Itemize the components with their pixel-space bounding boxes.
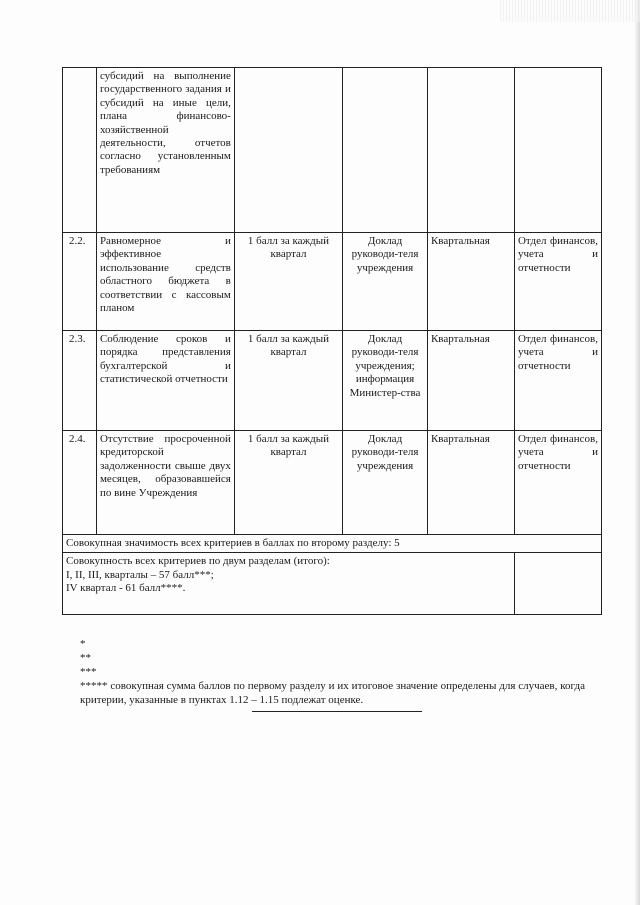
department-cell: Отдел финансов, учета и отчетности bbox=[514, 233, 601, 331]
total-summary-empty-cell bbox=[514, 553, 601, 615]
row-number: 2.3. bbox=[63, 331, 97, 431]
points-cell: 1 балл за каждый квартал bbox=[234, 431, 342, 535]
period-cell bbox=[427, 68, 514, 233]
footnote-3: *** bbox=[80, 666, 97, 678]
total-summary-quarter-4: IV квартал - 61 балл****. bbox=[66, 582, 186, 595]
footnote-5: ***** совокупная сумма баллов по первому разделу и их итоговое значение определены для случаев, когда критерии, указанные в пунктах 1.12 – 1.15 подлежат оценке. bbox=[80, 680, 585, 706]
total-summary-quarters-1-3: I, II, III, кварталы – 57 балл***; bbox=[66, 568, 214, 581]
table-row bbox=[63, 431, 602, 535]
department-cell: Отдел финансов, учета и отчетности bbox=[514, 331, 601, 431]
scan-corner-noise bbox=[500, 0, 640, 22]
source-cell: Доклад руководи-теля учреждения bbox=[343, 431, 428, 535]
points-cell bbox=[234, 68, 342, 233]
section2-summary-text: Совокупная значимость всех критериев в баллах по второму разделу: 5 bbox=[63, 535, 602, 553]
criterion-text: Равномерное и эффективное использование средств областного бюджета в соответствии с кассовым планом bbox=[96, 233, 234, 331]
footnote-1: * bbox=[80, 638, 86, 650]
criterion-text: Соблюдение сроков и порядка представления бухгалтерской и статистической отчетности bbox=[96, 331, 234, 431]
points-cell: 1 балл за каждый квартал bbox=[234, 331, 342, 431]
period-cell: Квартальная bbox=[427, 233, 514, 331]
department-cell bbox=[514, 68, 601, 233]
footnotes-block bbox=[80, 637, 585, 707]
row-number: 2.2. bbox=[63, 233, 97, 331]
table-row bbox=[63, 68, 602, 233]
scan-edge-shadow bbox=[634, 0, 640, 905]
department-cell: Отдел финансов, учета и отчетности bbox=[514, 431, 601, 535]
section-summary-row bbox=[63, 535, 602, 553]
criterion-text: Отсутствие просроченной кредиторской задолженности свыше двух месяцев, образовавшейся по вине Учреждения bbox=[96, 431, 234, 535]
footnote-2: ** bbox=[80, 652, 91, 664]
period-cell: Квартальная bbox=[427, 331, 514, 431]
source-cell: Доклад руководи-теля учреждения bbox=[343, 233, 428, 331]
total-summary-row bbox=[63, 553, 602, 615]
row-number bbox=[63, 68, 97, 233]
total-summary-cell bbox=[63, 553, 515, 615]
source-cell: Доклад руководи-теля учреждения; информация Министер-ства bbox=[343, 331, 428, 431]
table-row bbox=[63, 233, 602, 331]
criterion-text: субсидий на выполнение государственного задания и субсидий на иные цели, плана финансово-хозяйственной деятельности, отчетов согласно установленным требованиям bbox=[96, 68, 234, 233]
period-cell: Квартальная bbox=[427, 431, 514, 535]
row-number: 2.4. bbox=[63, 431, 97, 535]
source-cell bbox=[343, 68, 428, 233]
closing-rule bbox=[252, 711, 422, 712]
points-cell: 1 балл за каждый квартал bbox=[234, 233, 342, 331]
total-summary-heading: Совокупность всех критериев по двум разделам (итого): bbox=[66, 555, 330, 568]
criteria-table bbox=[62, 67, 602, 615]
table-row bbox=[63, 331, 602, 431]
